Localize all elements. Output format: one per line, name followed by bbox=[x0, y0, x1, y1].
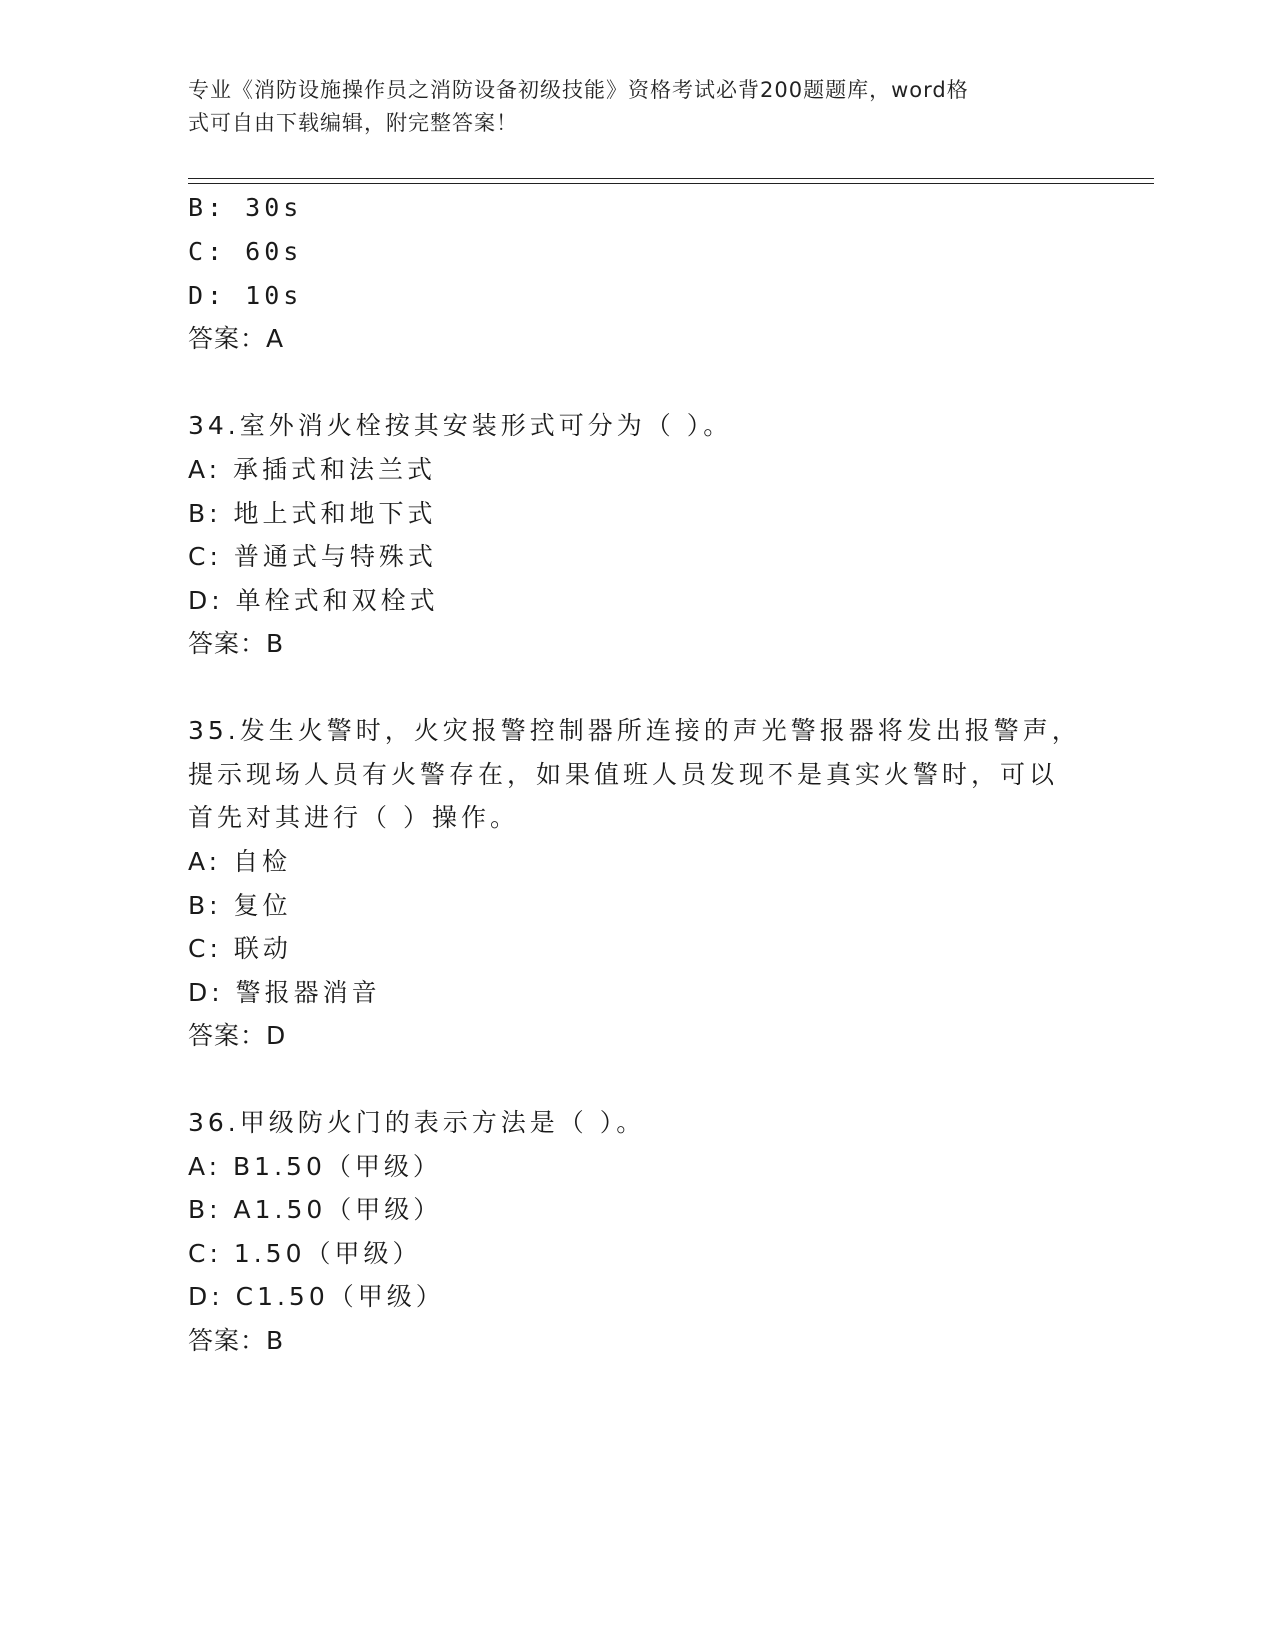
q35-option-c: C: 联动 bbox=[188, 934, 292, 963]
q35-option-d: D: 警报器消音 bbox=[188, 978, 381, 1007]
q35-answer: 答案：D bbox=[188, 1021, 287, 1050]
header-line-1: 专业《消防设施操作员之消防设备初级技能》资格考试必背200题题库，word格 bbox=[188, 78, 969, 102]
document-header bbox=[188, 74, 1068, 140]
q33-option-d: D: 10s bbox=[188, 281, 303, 310]
q34-stem: 34.室外消火栓按其安装形式可分为（ ）。 bbox=[188, 411, 733, 440]
q36-option-a: A: B1.50（甲级） bbox=[188, 1152, 442, 1181]
q35-option-a: A: 自检 bbox=[188, 847, 292, 876]
q34-option-c: C: 普通式与特殊式 bbox=[188, 542, 437, 571]
header-divider-bottom bbox=[188, 183, 1154, 184]
q33-option-b: B: 30s bbox=[188, 193, 303, 222]
q35-stem-line-1: 35.发生火警时，火灾报警控制器所连接的声光警报器将发出报警声， bbox=[188, 716, 1081, 745]
q36-option-d: D: C1.50（甲级） bbox=[188, 1282, 445, 1311]
q34-option-d: D: 单栓式和双栓式 bbox=[188, 586, 439, 615]
q34-answer: 答案：B bbox=[188, 629, 285, 658]
q36-option-c: C: 1.50（甲级） bbox=[188, 1239, 422, 1268]
q35-option-b: B: 复位 bbox=[188, 891, 292, 920]
q34-option-b: B: 地上式和地下式 bbox=[188, 499, 437, 528]
header-divider-top bbox=[188, 178, 1154, 179]
header-line-2: 式可自由下载编辑，附完整答案！ bbox=[188, 111, 518, 135]
q36-option-b: B: A1.50（甲级） bbox=[188, 1195, 443, 1224]
q36-answer: 答案：B bbox=[188, 1326, 285, 1355]
q35-stem-line-2: 提示现场人员有火警存在，如果值班人员发现不是真实火警时，可以 bbox=[188, 760, 1059, 789]
q33-answer: 答案：A bbox=[188, 324, 285, 353]
q35-stem-line-3: 首先对其进行（ ）操作。 bbox=[188, 803, 519, 832]
q34-option-a: A: 承插式和法兰式 bbox=[188, 455, 437, 484]
q36-stem: 36.甲级防火门的表示方法是（ ）。 bbox=[188, 1108, 646, 1137]
q33-option-c: C: 60s bbox=[188, 237, 303, 266]
